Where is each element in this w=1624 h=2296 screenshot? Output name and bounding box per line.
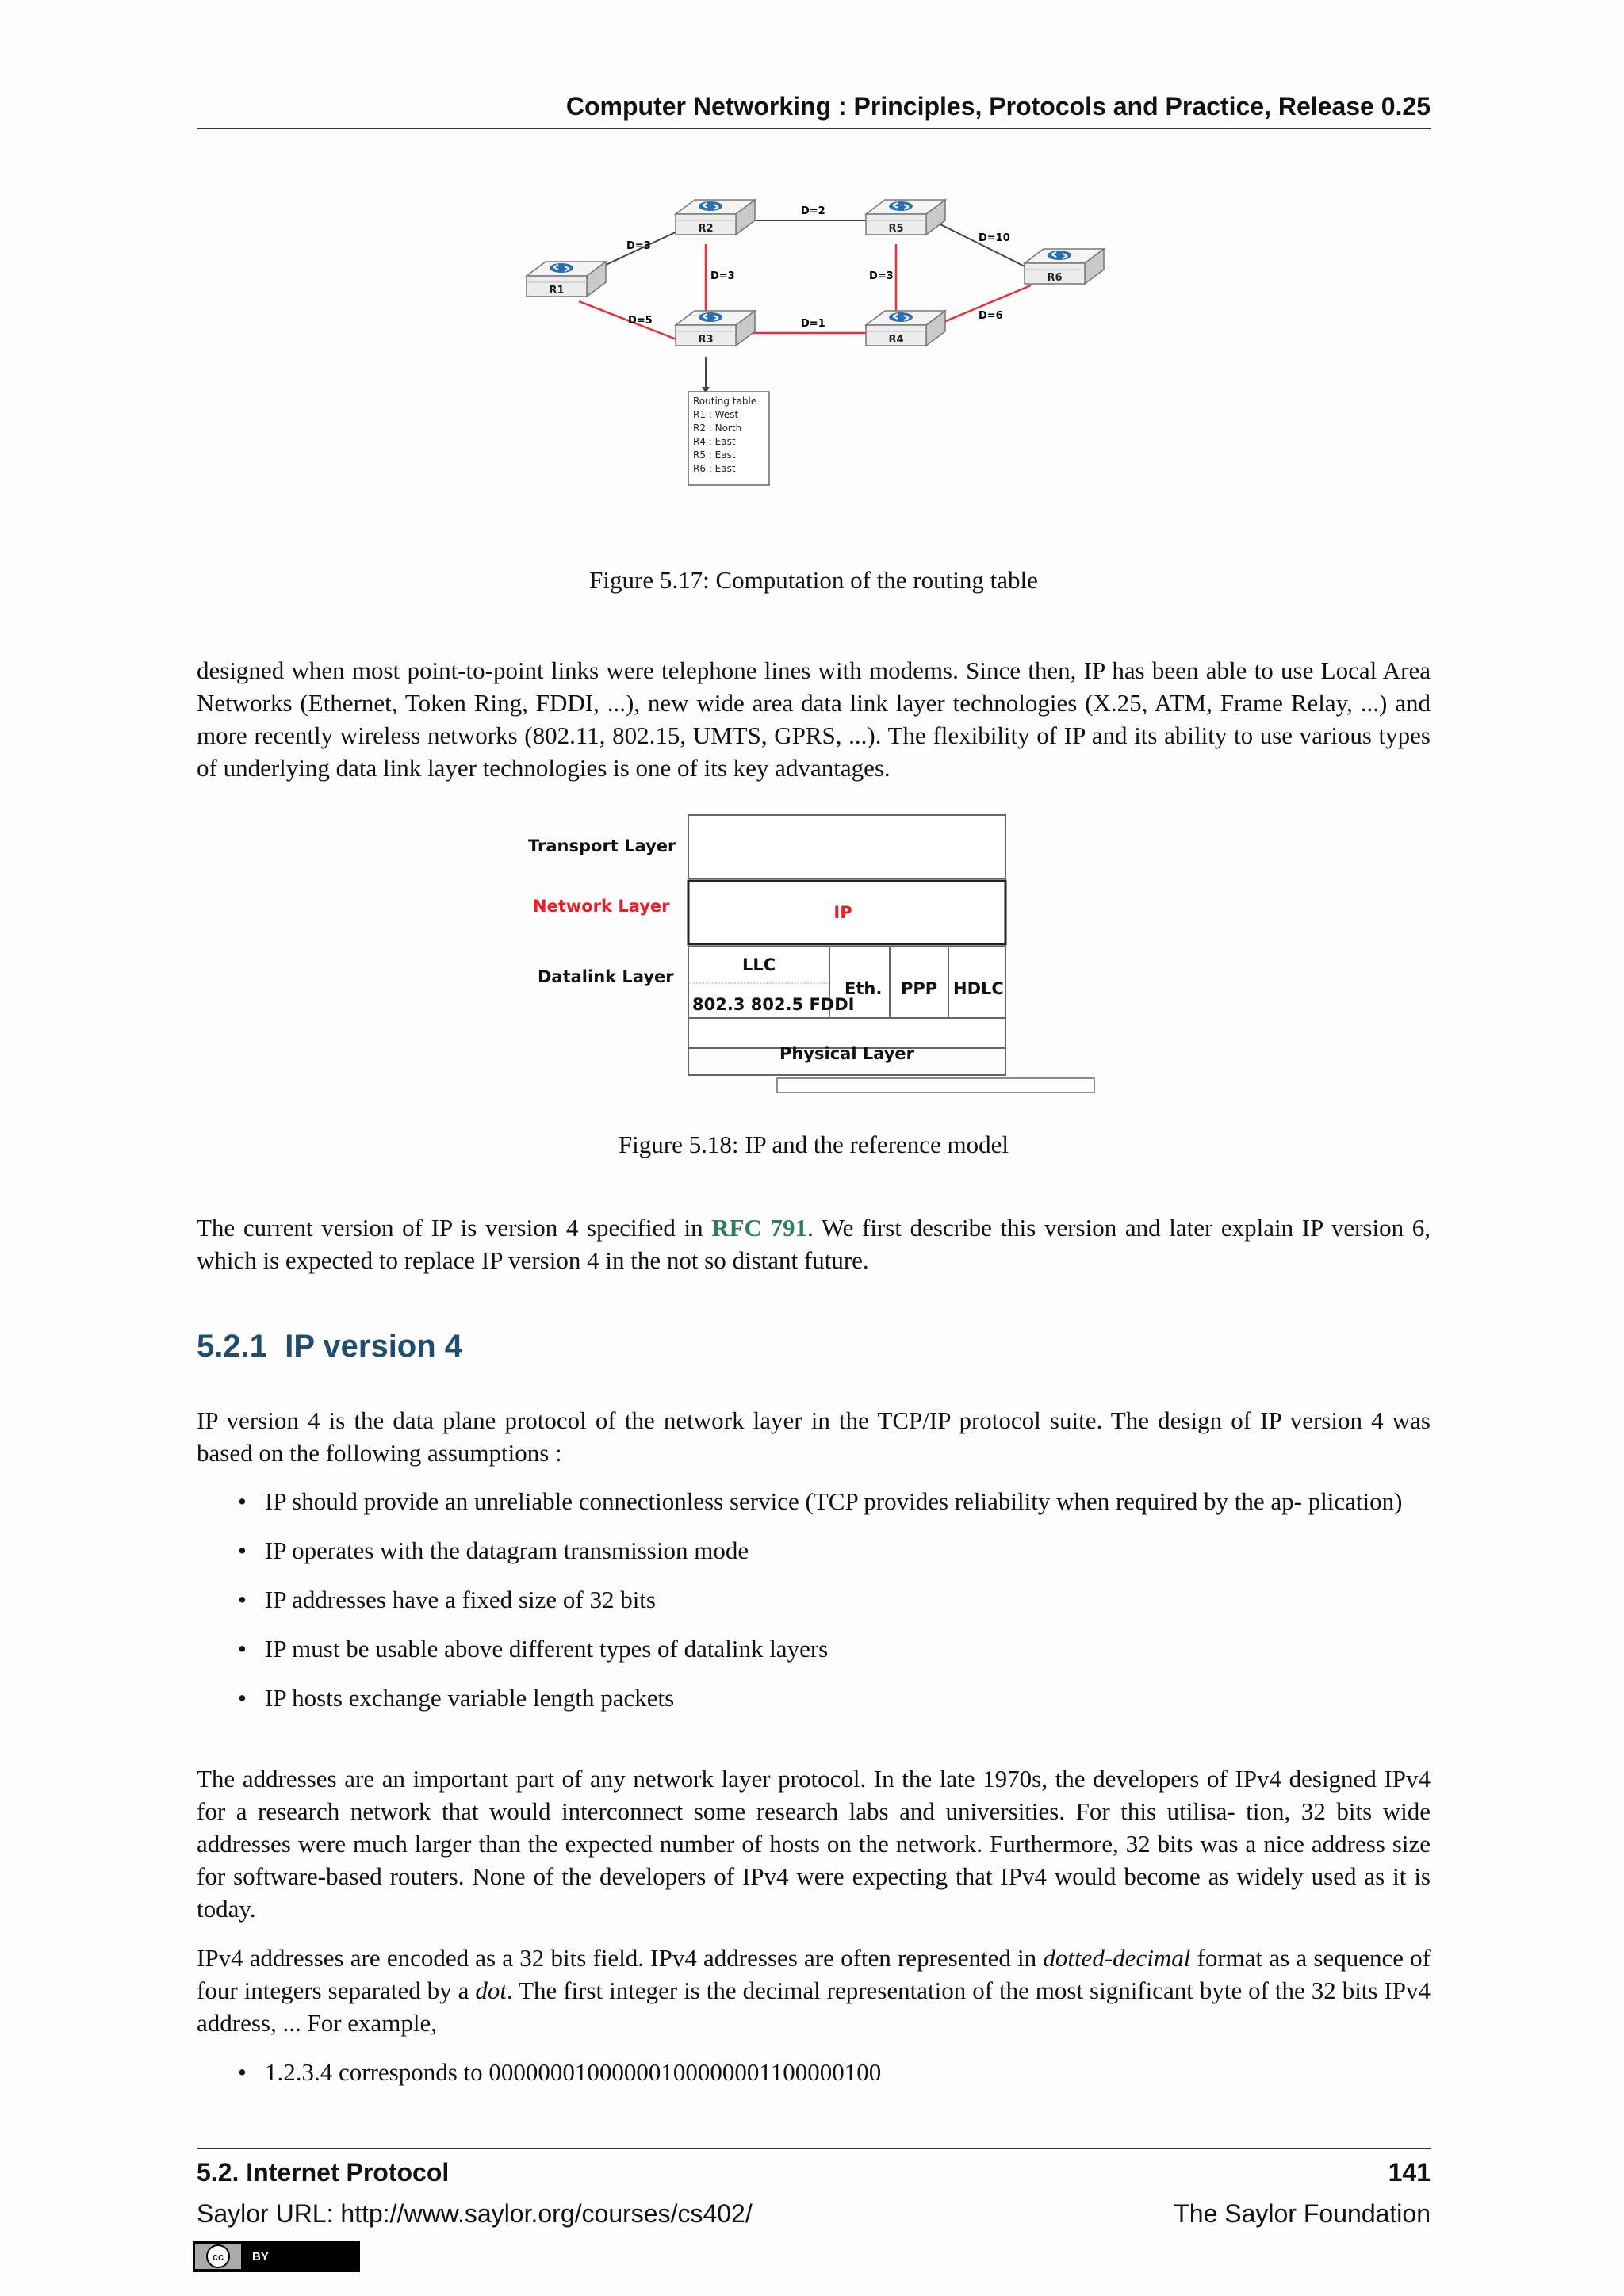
router-r3: [676, 311, 755, 346]
ip-reference-model-diagram: [508, 807, 1110, 1100]
router-r4: [866, 311, 945, 346]
footer-section: 5.2. Internet Protocol: [197, 2158, 450, 2187]
llc-label: LLC: [742, 955, 776, 974]
list-item: • IP operates with the datagram transmission mode: [238, 1534, 1431, 1567]
routing-table-entry: R2 : North: [693, 423, 742, 434]
label-r5-r6: D=10: [979, 232, 1010, 244]
page-number: 141: [1388, 2158, 1431, 2187]
routing-table-entry: R5 : East: [693, 450, 736, 461]
label-r1-r2: D=3: [626, 240, 651, 252]
list-item: • IP should provide an unreliable connectionless service (TCP provides reliability when required by the ap- plication): [238, 1485, 1431, 1517]
router-r6: [1025, 249, 1104, 284]
cc-icon: cc: [195, 2244, 241, 2269]
figure-5-17-caption: Figure 5.17: Computation of the routing table: [589, 566, 1038, 594]
figure-5-18-caption: Figure 5.18: IP and the reference model: [618, 1131, 1009, 1158]
example-list: [238, 2056, 1431, 2105]
eth-label: Eth.: [845, 979, 883, 998]
svg-text:R4: R4: [888, 334, 904, 346]
svg-text:R6: R6: [1047, 272, 1063, 284]
saylor-url[interactable]: Saylor URL: http://www.saylor.org/courses/cs402/: [197, 2199, 753, 2228]
paragraph-ipv4-intro: IP version 4 is the data plane protocol of the network layer in the TCP/IP protocol suite. The design of IP version 4 was based on the following assumptions :: [197, 1406, 1431, 1467]
link-r5-r6: [933, 220, 1031, 270]
paragraph-datalink-flexibility: designed when most point-to-point links were telephone lines with modems. Since then, IP has been able to use Local Area Networks (Ethernet, Token Ring, FDDI, ...), new wide area data link layer technologies (X.25, ATM, Frame Relay, ...) and more recently wireless networks (802.11, 802.15, UMTS, GPRS, ...). The flexibility of IP and its ability to use various types of underlying data link layer technologies is one of its key advantages.: [197, 656, 1431, 782]
list-item: • IP hosts exchange variable length packets: [238, 1682, 1431, 1714]
label-r2-r5: D=2: [801, 205, 825, 217]
label-r1-r3: D=5: [628, 315, 653, 327]
routing-table-title: Routing table: [693, 396, 757, 407]
network-layer-label: Network Layer: [533, 897, 670, 916]
svg-text:R1: R1: [549, 285, 565, 297]
label-r5-r4: D=3: [869, 270, 894, 282]
router-r1: [527, 262, 606, 297]
svg-text:R5: R5: [888, 223, 904, 235]
routing-network-diagram: [508, 182, 1126, 539]
transport-layer-label: Transport Layer: [528, 836, 676, 855]
routing-table-entry: R4 : East: [693, 436, 736, 447]
physical-layer-label: Physical Layer: [779, 1044, 915, 1063]
svg-text:R2: R2: [698, 223, 714, 235]
footer-rule: [197, 2148, 1431, 2149]
label-r2-r3: D=3: [710, 270, 735, 282]
lan-label: 802.3 802.5 FDDI: [692, 995, 855, 1014]
paragraph-ip-version: The current version of IP is version 4 specified in RFC 791. We first describe this version and later explain IP version 6, which is expected to replace IP version 4 in the not so distant future.: [197, 1214, 1431, 1274]
router-r5: [866, 200, 945, 235]
routing-table-entry: R1 : West: [693, 409, 739, 420]
datalink-layer-label: Datalink Layer: [538, 967, 674, 986]
ppp-label: PPP: [901, 979, 938, 998]
routing-table-entry: R6 : East: [693, 463, 736, 474]
running-header: Computer Networking : Principles, Protocols and Practice, Release 0.25: [565, 92, 1431, 121]
by-label: BY: [252, 2249, 269, 2263]
hdlc-label: HDLC: [953, 979, 1004, 998]
assumptions-list: [238, 1485, 1431, 1731]
label-r3-r4: D=1: [801, 318, 825, 330]
paragraph-address-history: The addresses are an important part of any network layer protocol. In the late 1970s, the developers of IPv4 designed IPv4 for a research network that would interconnect some research labs and universities. For this utilisa- tion, 32 bits wide addresses were much larger than the expected number of hosts on the network. Furthermore, 32 bits was a nice address size for software-based routers. None of the developers of IPv4 were expecting that IPv4 would become as widely used as it is today.: [197, 1765, 1431, 1923]
paragraph-dotted-decimal: IPv4 addresses are encoded as a 32 bits field. IPv4 addresses are often represented in dotted-decimal format as a sequence of four integers separated by a dot. The first integer is the decimal representation of the most significant byte of the 32 bits IPv4 address, ... For example,: [197, 1944, 1431, 2037]
section-heading: 5.2.1 IP version 4: [197, 1329, 463, 1364]
rfc-791-link[interactable]: RFC 791: [711, 1214, 808, 1242]
ip-label: IP: [833, 903, 852, 922]
list-item: • 1.2.3.4 corresponds to 00000001000000100000001100000100: [238, 2056, 1431, 2088]
header-rule: [197, 128, 1431, 129]
list-item: • IP must be usable above different types of datalink layers: [238, 1632, 1431, 1665]
svg-text:R3: R3: [698, 334, 714, 346]
label-r4-r6: D=6: [979, 310, 1003, 322]
saylor-foundation: The Saylor Foundation: [1174, 2199, 1431, 2228]
cc-by-license-badge: [193, 2241, 360, 2272]
router-r2: [676, 200, 755, 235]
list-item: • IP addresses have a fixed size of 32 bits: [238, 1583, 1431, 1616]
